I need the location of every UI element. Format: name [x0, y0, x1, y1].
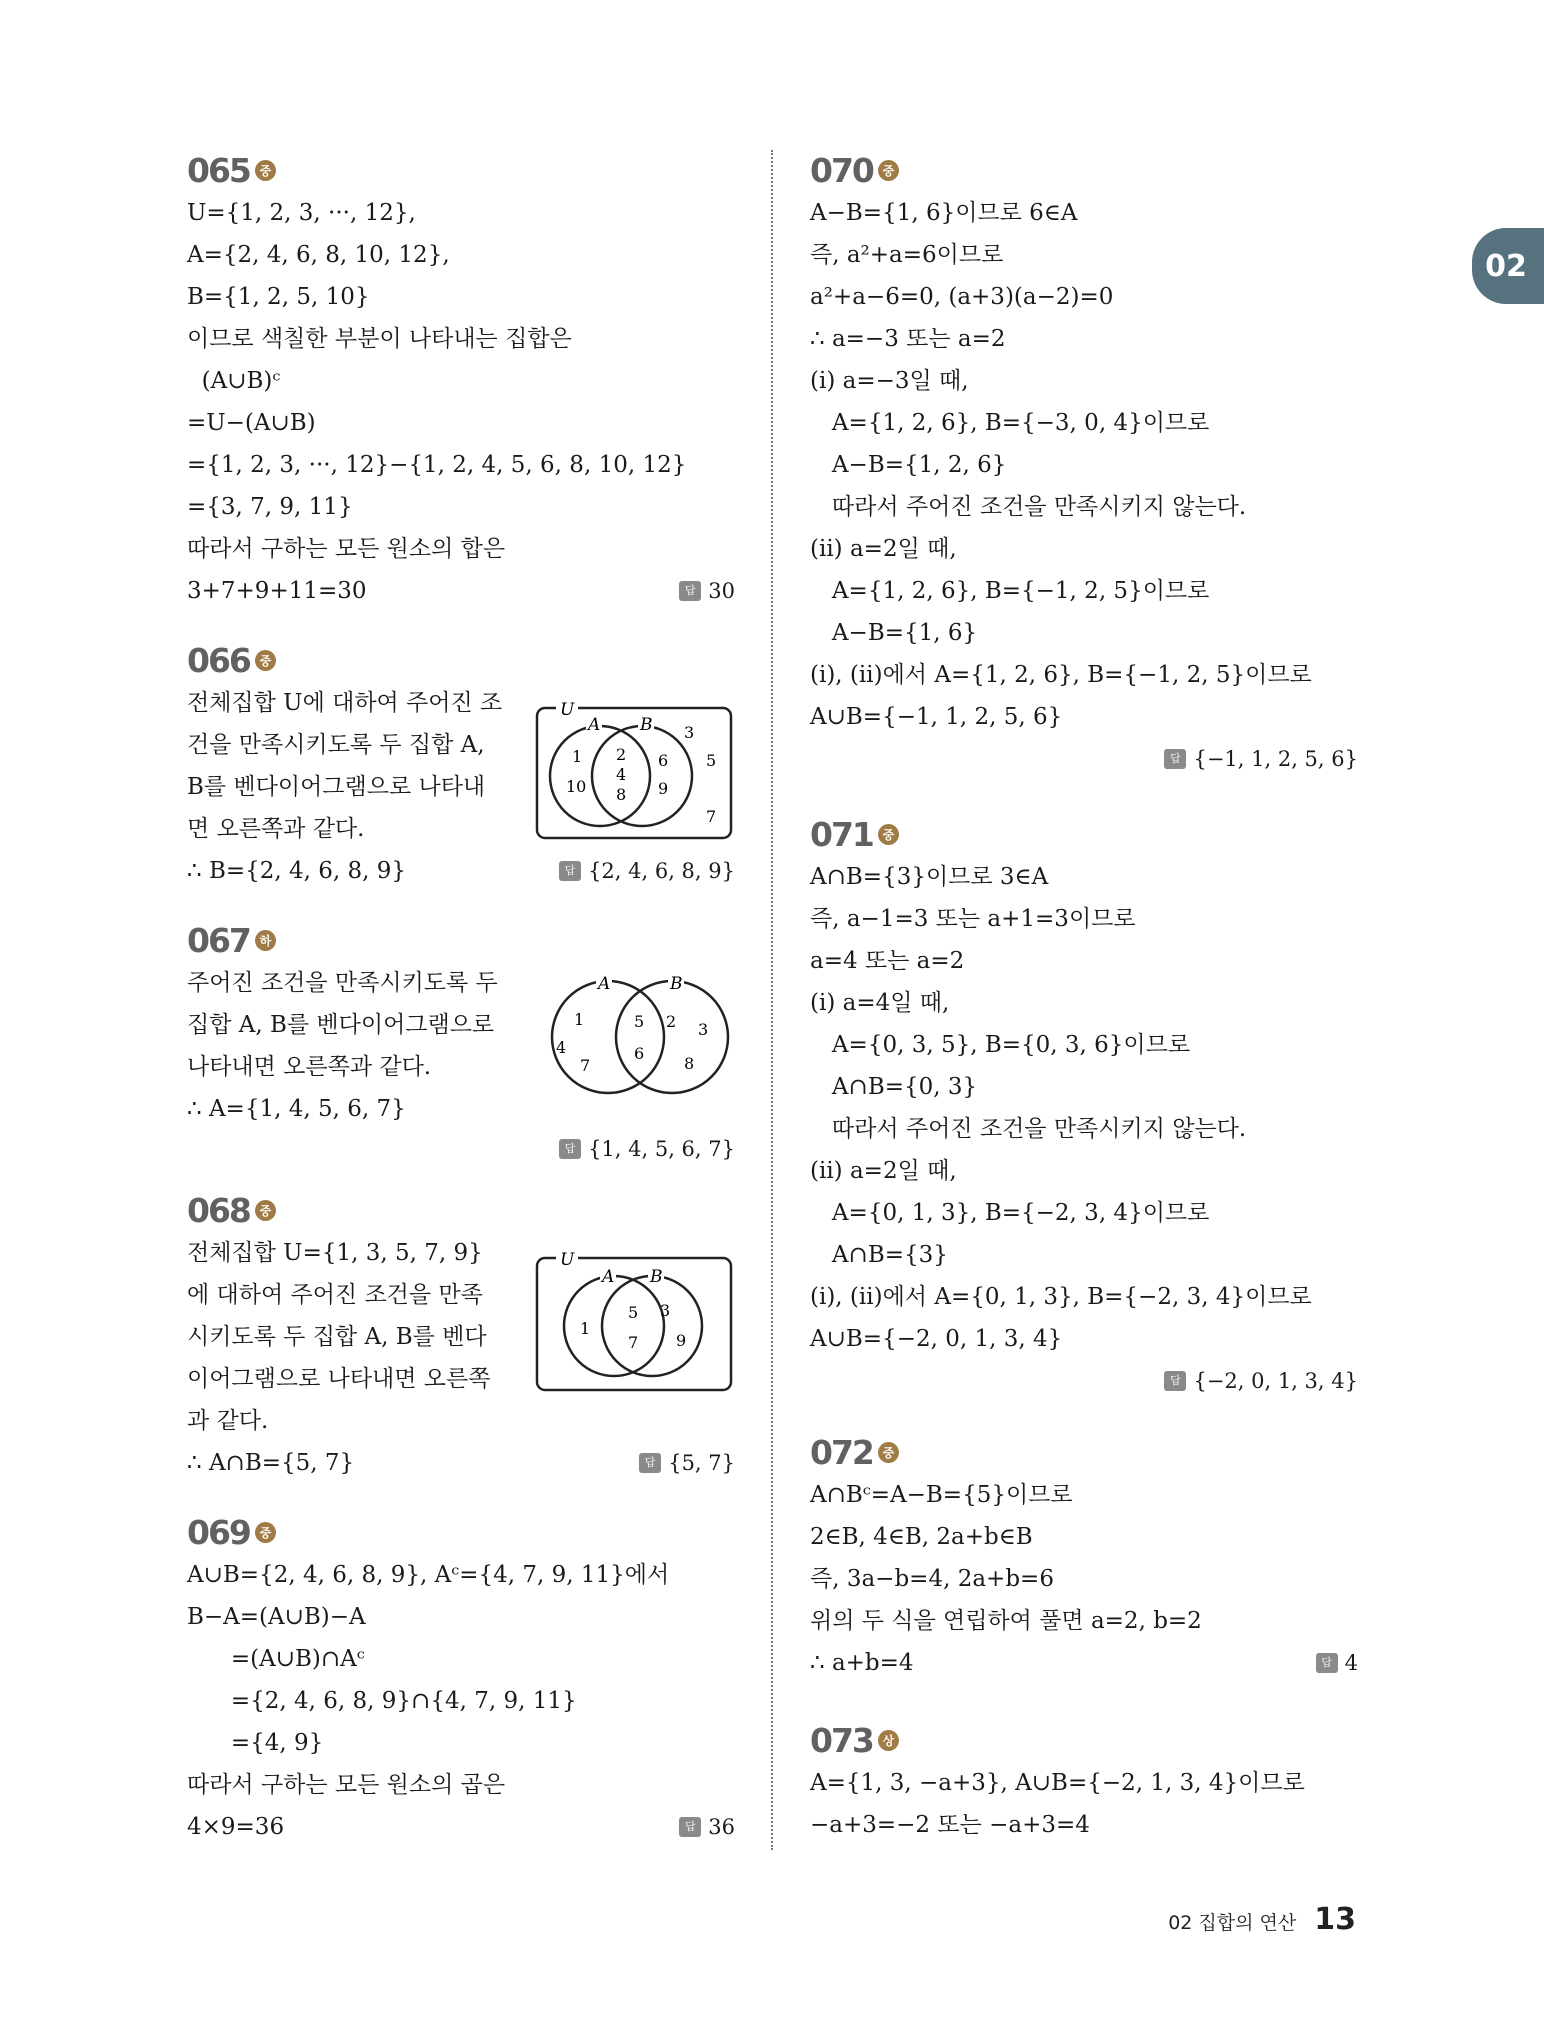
level-badge: 중 [255, 1522, 276, 1543]
problem-number: 068 중 [187, 1188, 735, 1232]
solution-line: =U−(A∪B) [187, 410, 316, 436]
svg-text:1: 1 [580, 1319, 591, 1338]
problem-number: 066 중 [187, 638, 735, 682]
answer: 답 {−2, 0, 1, 3, 4} [1164, 1360, 1358, 1402]
problem-072 [810, 1430, 1358, 1684]
problem-number: 067 하 [187, 918, 735, 962]
solution-line: ∴ B={2, 4, 6, 8, 9} [187, 858, 407, 884]
solution-line: B−A=(A∪B)−A [187, 1604, 366, 1630]
svg-text:4: 4 [556, 1038, 567, 1057]
svg-text:1: 1 [572, 747, 583, 766]
problem-067 [187, 918, 735, 1161]
answer-icon: 답 [1316, 1653, 1338, 1673]
problem-073 [810, 1718, 1358, 1846]
problem-070 [810, 148, 1358, 780]
solution-line: A−B={1, 2, 6} [810, 452, 1007, 478]
svg-text:7: 7 [628, 1333, 639, 1352]
venn-diagram-068 [534, 1248, 734, 1394]
svg-text:4: 4 [616, 765, 627, 784]
solution-line: ={4, 9} [187, 1730, 324, 1756]
solution-line: A={0, 1, 3}, B={−2, 3, 4}이므로 [810, 1200, 1210, 1226]
solution-line: A−B={1, 6} [810, 620, 978, 646]
solution-line: (A∪B)ᶜ [187, 368, 281, 394]
svg-text:U: U [560, 700, 575, 720]
svg-text:10: 10 [566, 777, 587, 796]
solution-line: 과 같다. [187, 1408, 269, 1434]
answer: 답 {2, 4, 6, 8, 9} [559, 850, 735, 892]
solution-line: ∴ a+b=4 [810, 1650, 914, 1676]
solution-line: A={2, 4, 6, 8, 10, 12}, [187, 242, 450, 268]
svg-text:3: 3 [660, 1301, 671, 1320]
solution-line: −a+3=−2 또는 −a+3=4 [810, 1812, 1090, 1838]
solution-line: =(A∪B)∩Aᶜ [187, 1646, 365, 1672]
answer-icon: 답 [679, 581, 701, 601]
solution-line: 즉, a²+a=6이므로 [810, 242, 1004, 268]
solution-line: 주어진 조건을 만족시키도록 두 [187, 970, 498, 996]
solution-line: 2∈B, 4∈B, 2a+b∈B [810, 1524, 1033, 1550]
svg-text:7: 7 [706, 807, 717, 826]
level-badge: 중 [255, 160, 276, 181]
solution-line: A−B={1, 6}이므로 6∈A [810, 200, 1078, 226]
level-badge: 상 [878, 1730, 899, 1751]
svg-text:9: 9 [676, 1331, 687, 1350]
svg-text:A: A [602, 1267, 615, 1287]
problem-066 [187, 638, 735, 892]
solution-line: A={1, 2, 6}, B={−1, 2, 5}이므로 [810, 578, 1210, 604]
svg-text:1: 1 [574, 1010, 585, 1029]
solution-line: 면 오른쪽과 같다. [187, 816, 365, 842]
solution-line: 나타내면 오른쪽과 같다. [187, 1054, 432, 1080]
level-badge: 중 [255, 1200, 276, 1221]
level-badge: 하 [255, 930, 276, 951]
page-number: 13 [1314, 1902, 1356, 1937]
solution-line: A∪B={−2, 0, 1, 3, 4} [810, 1326, 1063, 1352]
answer-icon: 답 [679, 1817, 701, 1837]
svg-text:8: 8 [684, 1054, 695, 1073]
solution-line: ∴ a=−3 또는 a=2 [810, 326, 1006, 352]
solution-line: 따라서 구하는 모든 원소의 합은 [187, 536, 506, 562]
problem-number: 071 중 [810, 812, 1358, 856]
solution-line: A={1, 2, 6}, B={−3, 0, 4}이므로 [810, 410, 1210, 436]
problem-number: 065 중 [187, 148, 735, 192]
venn-diagram-067 [544, 973, 734, 1099]
answer: 답 {−1, 1, 2, 5, 6} [1164, 738, 1358, 780]
solution-line: 따라서 구하는 모든 원소의 곱은 [187, 1772, 506, 1798]
solution-line: 건을 만족시키도록 두 집합 A, [187, 732, 485, 758]
svg-text:7: 7 [580, 1056, 591, 1075]
level-badge: 중 [255, 650, 276, 671]
answer-icon: 답 [1164, 749, 1186, 769]
svg-text:5: 5 [628, 1303, 639, 1322]
solution-line: 3+7+9+11=30 [187, 578, 367, 604]
solution-line: 전체집합 U에 대하여 주어진 조 [187, 690, 503, 716]
problem-068 [187, 1188, 735, 1484]
solution-line: 전체집합 U={1, 3, 5, 7, 9} [187, 1240, 483, 1266]
venn-diagram-066 [534, 698, 734, 842]
solution-line: A={1, 3, −a+3}, A∪B={−2, 1, 3, 4}이므로 [810, 1770, 1305, 1796]
solution-line: A∩B={3} [810, 1242, 948, 1268]
column-divider [771, 150, 773, 1850]
solution-line: a²+a−6=0, (a+3)(a−2)=0 [810, 284, 1114, 310]
problem-number: 072 중 [810, 1430, 1358, 1474]
solution-line: ∴ A∩B={5, 7} [187, 1450, 355, 1476]
solution-line: 시키도록 두 집합 A, B를 벤다 [187, 1324, 487, 1350]
solution-line: A∪B={2, 4, 6, 8, 9}, Aᶜ={4, 7, 9, 11}에서 [187, 1562, 670, 1588]
svg-text:B: B [670, 974, 683, 994]
answer-icon: 답 [559, 1139, 581, 1159]
solution-line: (ⅰ) a=4일 때, [810, 990, 950, 1016]
solution-line: A∩B={3}이므로 3∈A [810, 864, 1049, 890]
chapter-tab: 02 [1472, 228, 1544, 304]
problem-069 [187, 1510, 735, 1848]
solution-line: A={0, 3, 5}, B={0, 3, 6}이므로 [810, 1032, 1191, 1058]
solution-line: ={2, 4, 6, 8, 9}∩{4, 7, 9, 11} [187, 1688, 577, 1714]
solution-line: 위의 두 식을 연립하여 풀면 a=2, b=2 [810, 1608, 1202, 1634]
svg-text:3: 3 [684, 723, 695, 742]
solution-line: (ⅱ) a=2일 때, [810, 536, 957, 562]
solution-line: (ⅱ) a=2일 때, [810, 1158, 957, 1184]
solution-line: A∪B={−1, 1, 2, 5, 6} [810, 704, 1063, 730]
solution-line: U={1, 2, 3, ···, 12}, [187, 200, 416, 226]
svg-text:9: 9 [658, 779, 669, 798]
problem-071 [810, 812, 1358, 1402]
svg-text:A: A [598, 974, 611, 994]
solution-line: 집합 A, B를 벤다이어그램으로 [187, 1012, 495, 1038]
solution-line: (ⅰ) a=−3일 때, [810, 368, 969, 394]
answer: 답 4 [1316, 1642, 1358, 1684]
svg-text:3: 3 [698, 1020, 709, 1039]
solution-line: ={1, 2, 3, ···, 12}−{1, 2, 4, 5, 6, 8, 10, 12} [187, 452, 687, 478]
solution-line: (ⅰ), (ⅱ)에서 A={0, 1, 3}, B={−2, 3, 4}이므로 [810, 1284, 1312, 1310]
solution-line: a=4 또는 a=2 [810, 948, 965, 974]
solution-line: ={3, 7, 9, 11} [187, 494, 353, 520]
page-footer [1168, 1902, 1356, 1937]
svg-text:5: 5 [706, 751, 717, 770]
solution-line: 에 대하여 주어진 조건을 만족 [187, 1282, 483, 1308]
solution-line: B를 벤다이어그램으로 나타내 [187, 774, 486, 800]
chapter-title: 02 집합의 연산 [1168, 1912, 1297, 1934]
level-badge: 중 [878, 1442, 899, 1463]
problem-number: 069 중 [187, 1510, 735, 1554]
solution-line: 따라서 주어진 조건을 만족시키지 않는다. [810, 494, 1247, 520]
problem-number: 070 중 [810, 148, 1358, 192]
solution-line: 이어그램으로 나타내면 오른쪽 [187, 1366, 491, 1392]
solution-line: ∴ A={1, 4, 5, 6, 7} [187, 1096, 406, 1122]
solution-line: 따라서 주어진 조건을 만족시키지 않는다. [810, 1116, 1247, 1142]
answer: 답 {1, 4, 5, 6, 7} [559, 1128, 735, 1170]
problem-065 [187, 148, 735, 612]
answer: 답 30 [679, 570, 735, 612]
solution-line: 즉, a−1=3 또는 a+1=3이므로 [810, 906, 1136, 932]
solution-line: A∩Bᶜ=A−B={5}이므로 [810, 1482, 1073, 1508]
solution-line: 즉, 3a−b=4, 2a+b=6 [810, 1566, 1054, 1592]
answer: 답 {5, 7} [639, 1442, 735, 1484]
level-badge: 중 [878, 160, 899, 181]
problem-number: 073 상 [810, 1718, 1358, 1762]
svg-text:6: 6 [634, 1044, 645, 1063]
svg-text:A: A [588, 715, 601, 735]
answer-icon: 답 [639, 1453, 661, 1473]
level-badge: 중 [878, 824, 899, 845]
solution-line: B={1, 2, 5, 10} [187, 284, 370, 310]
solution-line: A∩B={0, 3} [810, 1074, 978, 1100]
answer-icon: 답 [1164, 1371, 1186, 1391]
answer-icon: 답 [559, 861, 581, 881]
svg-text:2: 2 [666, 1012, 677, 1031]
svg-text:B: B [650, 1267, 663, 1287]
svg-text:B: B [640, 715, 653, 735]
svg-text:8: 8 [616, 785, 627, 804]
svg-text:2: 2 [616, 745, 627, 764]
answer: 답 36 [679, 1806, 735, 1848]
solution-line: 4×9=36 [187, 1814, 285, 1840]
svg-text:6: 6 [658, 751, 669, 770]
solution-line: 이므로 색칠한 부분이 나타내는 집합은 [187, 326, 572, 352]
svg-text:5: 5 [634, 1012, 645, 1031]
svg-text:U: U [560, 1250, 575, 1270]
solution-line: (ⅰ), (ⅱ)에서 A={1, 2, 6}, B={−1, 2, 5}이므로 [810, 662, 1312, 688]
